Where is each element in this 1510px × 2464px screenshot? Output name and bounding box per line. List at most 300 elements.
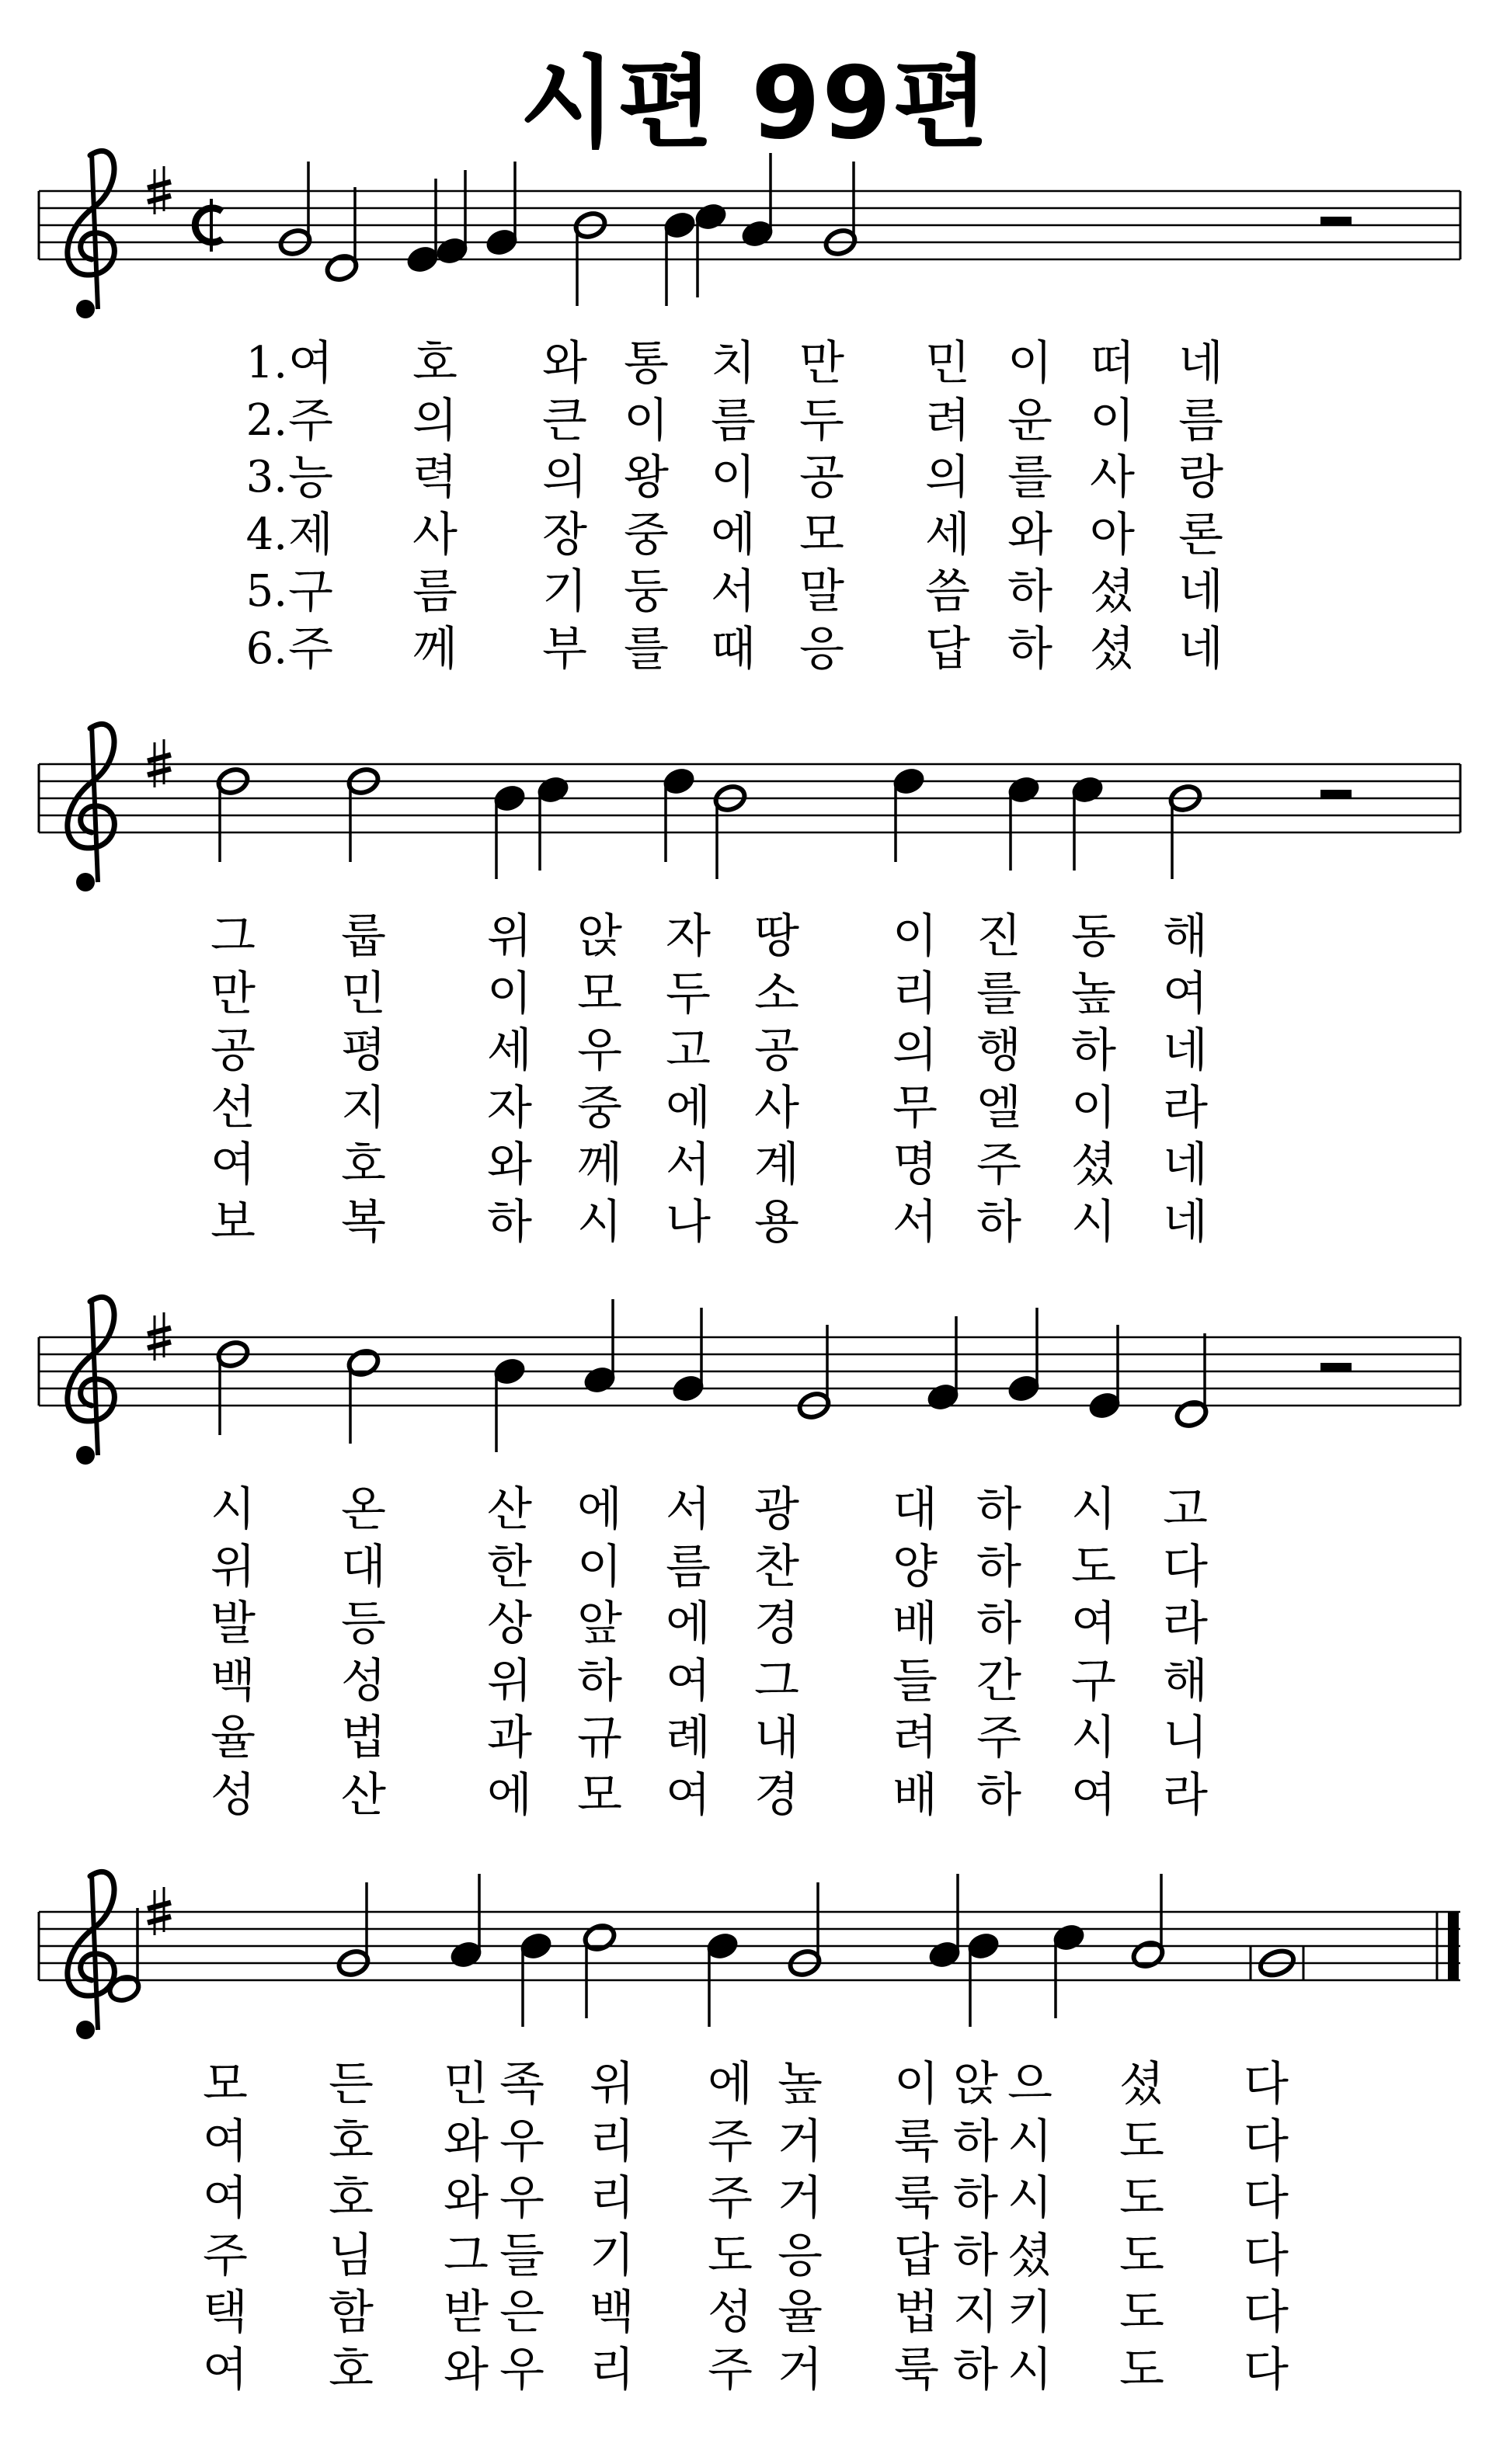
lyric-syllable: 위 <box>590 2057 635 2111</box>
half-note <box>346 766 381 862</box>
lyric-syllable: 성 <box>341 1653 386 1708</box>
lyric-syllable: 그 <box>754 1653 799 1708</box>
quarter-note <box>705 1931 740 2027</box>
lyric-syllable: 시 <box>1007 2342 1052 2397</box>
lyric-syllable: 경 <box>754 1767 799 1823</box>
quarter-note <box>662 210 698 306</box>
lyric-syllable: 랑 <box>1178 450 1223 505</box>
lyric-syllable: 이 <box>1071 1080 1116 1135</box>
lyric-syllable: 다 <box>1244 2342 1289 2397</box>
half-note <box>1167 783 1203 879</box>
lyric-syllable: 하 <box>953 2171 998 2226</box>
lyric-syllable: 다 <box>1244 2057 1289 2111</box>
lyric-syllable: 중 <box>577 1080 622 1135</box>
lyric-syllable: 선 <box>210 1080 256 1135</box>
lyric-syllable: 족 <box>499 2057 545 2111</box>
quarter-note <box>448 1874 484 1970</box>
lyric-syllable: 시 <box>1007 2171 1052 2226</box>
lyric-syllable: 든 <box>329 2057 374 2111</box>
clef-stem <box>92 1298 98 1455</box>
verse-number: 6. <box>245 623 287 674</box>
lyric-syllable: 이 <box>892 909 938 964</box>
quarter-note <box>492 783 527 879</box>
lyric-syllable: 하 <box>953 2342 998 2397</box>
staff-system-3 <box>39 1297 1460 1465</box>
quarter-note <box>1087 1325 1122 1421</box>
lyric-syllable: 와 <box>542 336 587 391</box>
lyric-syllable: 서 <box>892 1194 938 1249</box>
lyric-syllable: 네 <box>1163 1023 1208 1078</box>
lyric-syllable: 론 <box>1178 507 1223 562</box>
lyric-syllable: 해 <box>1163 1653 1208 1708</box>
lyric-syllable: 이 <box>711 450 756 505</box>
lyric-syllable: 과 <box>487 1711 532 1765</box>
lyric-syllable: 백 <box>590 2285 635 2340</box>
quarter-note <box>925 1316 961 1413</box>
lyric-syllable: 씀 <box>925 565 970 619</box>
lyric-syllable: 무 <box>892 1080 938 1135</box>
clef-tail <box>76 873 95 891</box>
lyric-syllable: 님 <box>329 2228 374 2283</box>
lyric-syllable: 산 <box>341 1767 386 1823</box>
lyric-syllable: 때 <box>711 621 756 676</box>
lyric-syllable: 만 <box>799 336 844 391</box>
lyric-syllable: 의 <box>412 393 458 448</box>
lyric-syllable: 경 <box>754 1597 799 1651</box>
lyric-syllable: 공 <box>799 450 844 505</box>
lyric-syllable: 상 <box>487 1597 532 1651</box>
lyric-syllable: 지 <box>341 1080 386 1135</box>
lyric-syllable: 라 <box>1163 1767 1208 1823</box>
lyric-syllable: 함 <box>329 2285 374 2340</box>
lyric-syllable: 주 <box>976 1711 1021 1765</box>
lyric-syllable: 시 <box>210 1482 256 1537</box>
lyric-syllable: 이 <box>577 1539 622 1594</box>
lyric-syllable: 호 <box>412 336 458 391</box>
lyric-syllable: 모 <box>577 966 622 1021</box>
lyric-syllable: 셨 <box>1119 2057 1164 2111</box>
lyric-syllable: 에 <box>708 2057 753 2111</box>
lyric-syllable: 내 <box>754 1711 799 1765</box>
quarter-note <box>535 774 571 871</box>
lyric-syllable: 제 <box>288 507 333 562</box>
quarter-note <box>1051 1922 1087 2018</box>
half-note <box>1130 1874 1166 1970</box>
lyric-syllable: 만 <box>210 966 256 1021</box>
lyric-syllable: 려 <box>892 1711 938 1765</box>
lyric-syllable: 고 <box>1163 1482 1208 1537</box>
lyric-syllable: 서 <box>666 1138 711 1192</box>
lyric-syllable: 도 <box>1071 1539 1116 1594</box>
lyric-syllable: 모 <box>203 2057 248 2111</box>
lyric-syllable: 여 <box>1163 966 1208 1021</box>
half-note <box>215 766 251 862</box>
lyric-syllable: 셨 <box>1090 565 1135 619</box>
lyric-syllable: 기 <box>542 565 587 619</box>
quarter-note <box>434 170 470 266</box>
lyric-syllable: 주 <box>288 393 333 448</box>
lyric-syllable: 치 <box>711 336 756 391</box>
lyric-syllable: 세 <box>925 507 970 562</box>
lyric-syllable: 네 <box>1163 1138 1208 1192</box>
lyric-syllable: 민 <box>925 336 970 391</box>
lyric-syllable: 와 <box>444 2114 489 2169</box>
lyric-syllable: 행 <box>976 1023 1021 1078</box>
lyric-syllable: 높 <box>778 2057 823 2111</box>
lyric-syllable: 중 <box>624 507 669 562</box>
lyric-syllable: 에 <box>711 507 756 562</box>
lyric-syllable: 께 <box>577 1138 622 1192</box>
half-note <box>823 162 858 258</box>
lyric-syllable: 도 <box>1119 2228 1164 2283</box>
lyric-syllable: 계 <box>754 1138 799 1192</box>
lyric-syllable: 의 <box>892 1023 938 1078</box>
lyric-syllable: 호 <box>329 2171 374 2226</box>
lyric-syllable: 온 <box>341 1482 386 1537</box>
lyric-syllable: 답 <box>894 2228 939 2283</box>
lyric-syllable: 규 <box>577 1711 622 1765</box>
quarter-note <box>891 766 927 862</box>
quarter-note <box>1006 1308 1042 1404</box>
lyric-syllable: 배 <box>892 1597 938 1651</box>
lyric-syllable: 발 <box>210 1597 256 1651</box>
lyric-syllable: 룹 <box>341 909 386 964</box>
lyric-syllable: 와 <box>487 1138 532 1192</box>
lyric-syllable: 나 <box>666 1194 711 1249</box>
lyric-syllable: 사 <box>1090 450 1135 505</box>
lyric-syllable: 한 <box>487 1539 532 1594</box>
lyric-syllable: 민 <box>444 2057 489 2111</box>
lyric-syllable: 율 <box>210 1711 256 1765</box>
lyric-syllable: 와 <box>444 2171 489 2226</box>
quarter-note <box>670 1308 706 1404</box>
lyric-syllable: 해 <box>1163 909 1208 964</box>
lyric-syllable: 법 <box>894 2285 939 2340</box>
lyric-syllable: 하 <box>976 1597 1021 1651</box>
lyric-syllable: 받 <box>444 2285 489 2340</box>
lyric-syllable: 용 <box>754 1194 799 1249</box>
lyric-syllable: 민 <box>341 966 386 1021</box>
lyric-syllable: 법 <box>341 1711 386 1765</box>
half-rest <box>1320 1363 1352 1371</box>
lyric-syllable: 통 <box>624 336 669 391</box>
lyric-syllable: 진 <box>976 909 1021 964</box>
lyric-syllable: 하 <box>1071 1023 1116 1078</box>
lyric-syllable: 와 <box>1007 507 1052 562</box>
lyric-syllable: 공 <box>210 1023 256 1078</box>
lyric-syllable: 셨 <box>1071 1138 1116 1192</box>
lyric-syllable: 하 <box>487 1194 532 1249</box>
lyric-syllable: 시 <box>577 1194 622 1249</box>
lyric-syllable: 응 <box>778 2228 823 2283</box>
lyric-syllable: 도 <box>1119 2114 1164 2169</box>
half-note <box>215 1339 251 1435</box>
lyric-syllable: 택 <box>203 2285 248 2340</box>
lyric-syllable: 앞 <box>577 1597 622 1651</box>
lyric-syllable: 례 <box>666 1711 711 1765</box>
lyric-syllable: 성 <box>210 1767 256 1823</box>
lyric-syllable: 이 <box>1007 336 1052 391</box>
lyric-syllable: 시 <box>1071 1482 1116 1537</box>
lyric-syllable: 시 <box>1071 1711 1116 1765</box>
lyric-syllable: 호 <box>341 1138 386 1192</box>
lyric-syllable: 와 <box>444 2342 489 2397</box>
verse-number: 4. <box>245 509 287 560</box>
lyric-syllable: 응 <box>799 621 844 676</box>
lyric-syllable: 공 <box>754 1023 799 1078</box>
half-note <box>336 1882 371 1979</box>
lyric-syllable: 산 <box>487 1482 532 1537</box>
lyric-syllable: 보 <box>210 1194 256 1249</box>
lyric-syllable: 룩 <box>894 2114 939 2169</box>
clef-stem <box>92 725 98 882</box>
lyric-syllable: 이 <box>894 2057 939 2111</box>
quarter-note <box>661 766 697 862</box>
lyric-syllable: 배 <box>892 1767 938 1823</box>
quarter-note <box>739 153 775 249</box>
lyric-syllable: 아 <box>1090 507 1135 562</box>
lyric-syllable: 들 <box>499 2228 545 2283</box>
page-title: 시편 99편 <box>520 46 990 162</box>
lyric-syllable: 그 <box>444 2228 489 2283</box>
lyric-syllable: 네 <box>1178 621 1223 676</box>
lyric-syllable: 리 <box>892 966 938 1021</box>
staff-system-2 <box>39 724 1460 891</box>
lyric-syllable: 명 <box>892 1138 938 1192</box>
lyric-syllable: 도 <box>1119 2285 1164 2340</box>
half-note <box>346 1347 381 1444</box>
lyric-syllable: 장 <box>542 507 587 562</box>
half-note <box>787 1882 823 1979</box>
lyric-syllable: 호 <box>329 2114 374 2169</box>
lyric-syllable: 백 <box>210 1653 256 1708</box>
quarter-note <box>405 179 440 275</box>
staff-system-4 <box>39 1871 1460 2039</box>
lyric-syllable: 여 <box>203 2114 248 2169</box>
lyric-syllable: 거 <box>778 2342 823 2397</box>
quarter-note <box>518 1931 554 2027</box>
lyric-syllable: 니 <box>1163 1711 1208 1765</box>
lyric-syllable: 말 <box>799 565 844 619</box>
lyric-syllable: 사 <box>412 507 458 562</box>
quarter-note <box>1006 774 1042 871</box>
lyric-syllable: 도 <box>708 2228 753 2283</box>
lyric-syllable: 기 <box>590 2228 635 2283</box>
half-note <box>712 783 748 879</box>
lyric-syllable: 이 <box>1090 393 1135 448</box>
lyric-syllable: 를 <box>1007 450 1052 505</box>
quarter-note <box>484 162 520 258</box>
lyric-syllable: 다 <box>1244 2171 1289 2226</box>
lyric-syllable: 둥 <box>624 565 669 619</box>
lyric-syllable: 위 <box>210 1539 256 1594</box>
lyric-syllable: 리 <box>590 2342 635 2397</box>
lyric-syllable: 들 <box>892 1653 938 1708</box>
lyric-syllable: 성 <box>708 2285 753 2340</box>
lyric-syllable: 부 <box>542 621 587 676</box>
lyric-syllable: 여 <box>1071 1597 1116 1651</box>
lyric-syllable: 네 <box>1178 336 1223 391</box>
lyric-syllable: 다 <box>1163 1539 1208 1594</box>
lyric-syllable: 의 <box>542 450 587 505</box>
staff-system-1 <box>39 151 1460 318</box>
lyric-syllable: 지 <box>953 2285 998 2340</box>
lyric-syllable: 모 <box>799 507 844 562</box>
lyric-syllable: 두 <box>799 393 844 448</box>
final-thick-barline <box>1448 1912 1459 1980</box>
lyric-syllable: 를 <box>976 966 1021 1021</box>
lyric-syllable: 이 <box>624 393 669 448</box>
lyric-syllable: 력 <box>412 450 458 505</box>
lyric-syllable: 우 <box>499 2171 545 2226</box>
lyric-syllable: 를 <box>624 621 669 676</box>
lyric-syllable: 대 <box>341 1539 386 1594</box>
lyric-syllable: 다 <box>1244 2228 1289 2283</box>
verse-number: 1. <box>245 338 287 388</box>
lyric-syllable: 앉 <box>953 2057 998 2111</box>
lyric-syllable: 에 <box>577 1482 622 1537</box>
lyric-syllable: 도 <box>1119 2342 1164 2397</box>
lyric-syllable: 라 <box>1163 1597 1208 1651</box>
lyric-syllable: 구 <box>1071 1653 1116 1708</box>
lyric-syllable: 양 <box>892 1539 938 1594</box>
clef-stem <box>92 1873 98 2030</box>
lyric-syllable: 여 <box>210 1138 256 1192</box>
lyric-syllable: 주 <box>708 2114 753 2169</box>
lyric-syllable: 하 <box>1007 565 1052 619</box>
lyric-syllable: 땅 <box>754 909 799 964</box>
lyric-syllable: 여 <box>666 1767 711 1823</box>
quarter-note <box>965 1931 1001 2027</box>
lyric-syllable: 여 <box>203 2342 248 2397</box>
lyric-syllable: 하 <box>953 2228 998 2283</box>
half-note <box>277 162 313 258</box>
lyric-syllable: 거 <box>778 2171 823 2226</box>
lyric-syllable: 서 <box>666 1482 711 1537</box>
lyric-syllable: 하 <box>976 1194 1021 1249</box>
lyric-syllable: 에 <box>666 1080 711 1135</box>
lyric-syllable: 의 <box>925 450 970 505</box>
lyric-syllable: 율 <box>778 2285 823 2340</box>
clef-tail <box>76 1446 95 1465</box>
lyric-syllable: 자 <box>666 909 711 964</box>
lyric-syllable: 으 <box>1007 2057 1052 2111</box>
lyric-syllable: 도 <box>1119 2171 1164 2226</box>
lyric-syllable: 사 <box>754 1080 799 1135</box>
lyric-syllable: 간 <box>976 1653 1021 1708</box>
quarter-note <box>492 1356 527 1452</box>
lyric-syllable: 답 <box>925 621 970 676</box>
lyric-syllable: 호 <box>329 2342 374 2397</box>
lyric-syllable: 하 <box>976 1539 1021 1594</box>
lyric-syllable: 셨 <box>1090 621 1135 676</box>
lyric-syllable: 여 <box>666 1653 711 1708</box>
lyric-syllable: 라 <box>1163 1080 1208 1135</box>
lyric-syllable: 려 <box>925 393 970 448</box>
quarter-note <box>927 1874 962 1970</box>
lyric-syllable: 하 <box>953 2114 998 2169</box>
lyric-syllable: 위 <box>487 1653 532 1708</box>
half-note <box>572 210 608 306</box>
lyric-syllable: 에 <box>487 1767 532 1823</box>
lyric-syllable: 높 <box>1071 966 1116 1021</box>
lyric-syllable: 름 <box>711 393 756 448</box>
lyric-syllable: 께 <box>412 621 458 676</box>
lyric-syllable: 소 <box>754 966 799 1021</box>
lyric-syllable: 광 <box>754 1482 799 1537</box>
lyric-syllable: 서 <box>711 565 756 619</box>
lyric-syllable: 위 <box>487 909 532 964</box>
lyric-syllable: 구 <box>288 565 333 619</box>
lyric-syllable: 왕 <box>624 450 669 505</box>
lyric-syllable: 리 <box>590 2171 635 2226</box>
lyric-syllable: 그 <box>210 909 256 964</box>
lyric-syllable: 대 <box>892 1482 938 1537</box>
lyric-syllable: 은 <box>499 2285 545 2340</box>
lyric-syllable: 시 <box>1071 1194 1116 1249</box>
lyric-syllable: 름 <box>1178 393 1223 448</box>
lyric-syllable: 하 <box>976 1767 1021 1823</box>
lyric-syllable: 에 <box>666 1597 711 1651</box>
lyric-syllable: 룩 <box>894 2342 939 2397</box>
lyric-syllable: 우 <box>577 1023 622 1078</box>
lyric-syllable: 두 <box>666 966 711 1021</box>
lyric-syllable: 여 <box>1071 1767 1116 1823</box>
lyric-syllable: 등 <box>341 1597 386 1651</box>
lyric-syllable: 다 <box>1244 2285 1289 2340</box>
lyric-syllable: 세 <box>487 1023 532 1078</box>
half-note <box>324 187 360 283</box>
lyric-syllable: 우 <box>499 2114 545 2169</box>
quarter-note <box>693 201 729 297</box>
lyric-syllable: 주 <box>708 2342 753 2397</box>
lyric-syllable: 주 <box>203 2228 248 2283</box>
lyric-syllable: 주 <box>288 621 333 676</box>
lyric-syllable: 름 <box>412 565 458 619</box>
verse-number: 3. <box>245 452 287 502</box>
lyric-syllable: 찬 <box>754 1539 799 1594</box>
half-rest <box>1320 217 1352 225</box>
lyric-syllable: 름 <box>666 1539 711 1594</box>
quarter-note <box>582 1299 618 1395</box>
lyric-syllable: 엘 <box>976 1080 1021 1135</box>
lyric-syllable: 자 <box>487 1080 532 1135</box>
clef-tail <box>76 2021 95 2039</box>
lyric-syllable: 하 <box>1007 621 1052 676</box>
lyric-syllable: 고 <box>666 1023 711 1078</box>
half-note <box>106 1908 142 2004</box>
lyric-syllable: 앉 <box>577 909 622 964</box>
lyric-syllable: 모 <box>577 1767 622 1823</box>
lyric-syllable: 룩 <box>894 2171 939 2226</box>
clef-tail <box>76 300 95 318</box>
half-note <box>1174 1333 1209 1430</box>
lyric-syllable: 떠 <box>1090 336 1135 391</box>
lyric-syllable: 복 <box>341 1194 386 1249</box>
half-note <box>582 1922 618 2018</box>
lyric-syllable: 셨 <box>1007 2228 1052 2283</box>
lyric-syllable: 거 <box>778 2114 823 2169</box>
lyric-syllable: 이 <box>487 966 532 1021</box>
half-note <box>796 1325 832 1421</box>
lyric-syllable: 동 <box>1071 909 1116 964</box>
lyric-syllable: 평 <box>341 1023 386 1078</box>
verse-number: 2. <box>245 394 287 446</box>
verse-number: 5. <box>245 566 287 617</box>
lyric-syllable: 키 <box>1007 2285 1052 2340</box>
lyric-syllable: 시 <box>1007 2114 1052 2169</box>
lyric-syllable: 여 <box>288 336 333 391</box>
